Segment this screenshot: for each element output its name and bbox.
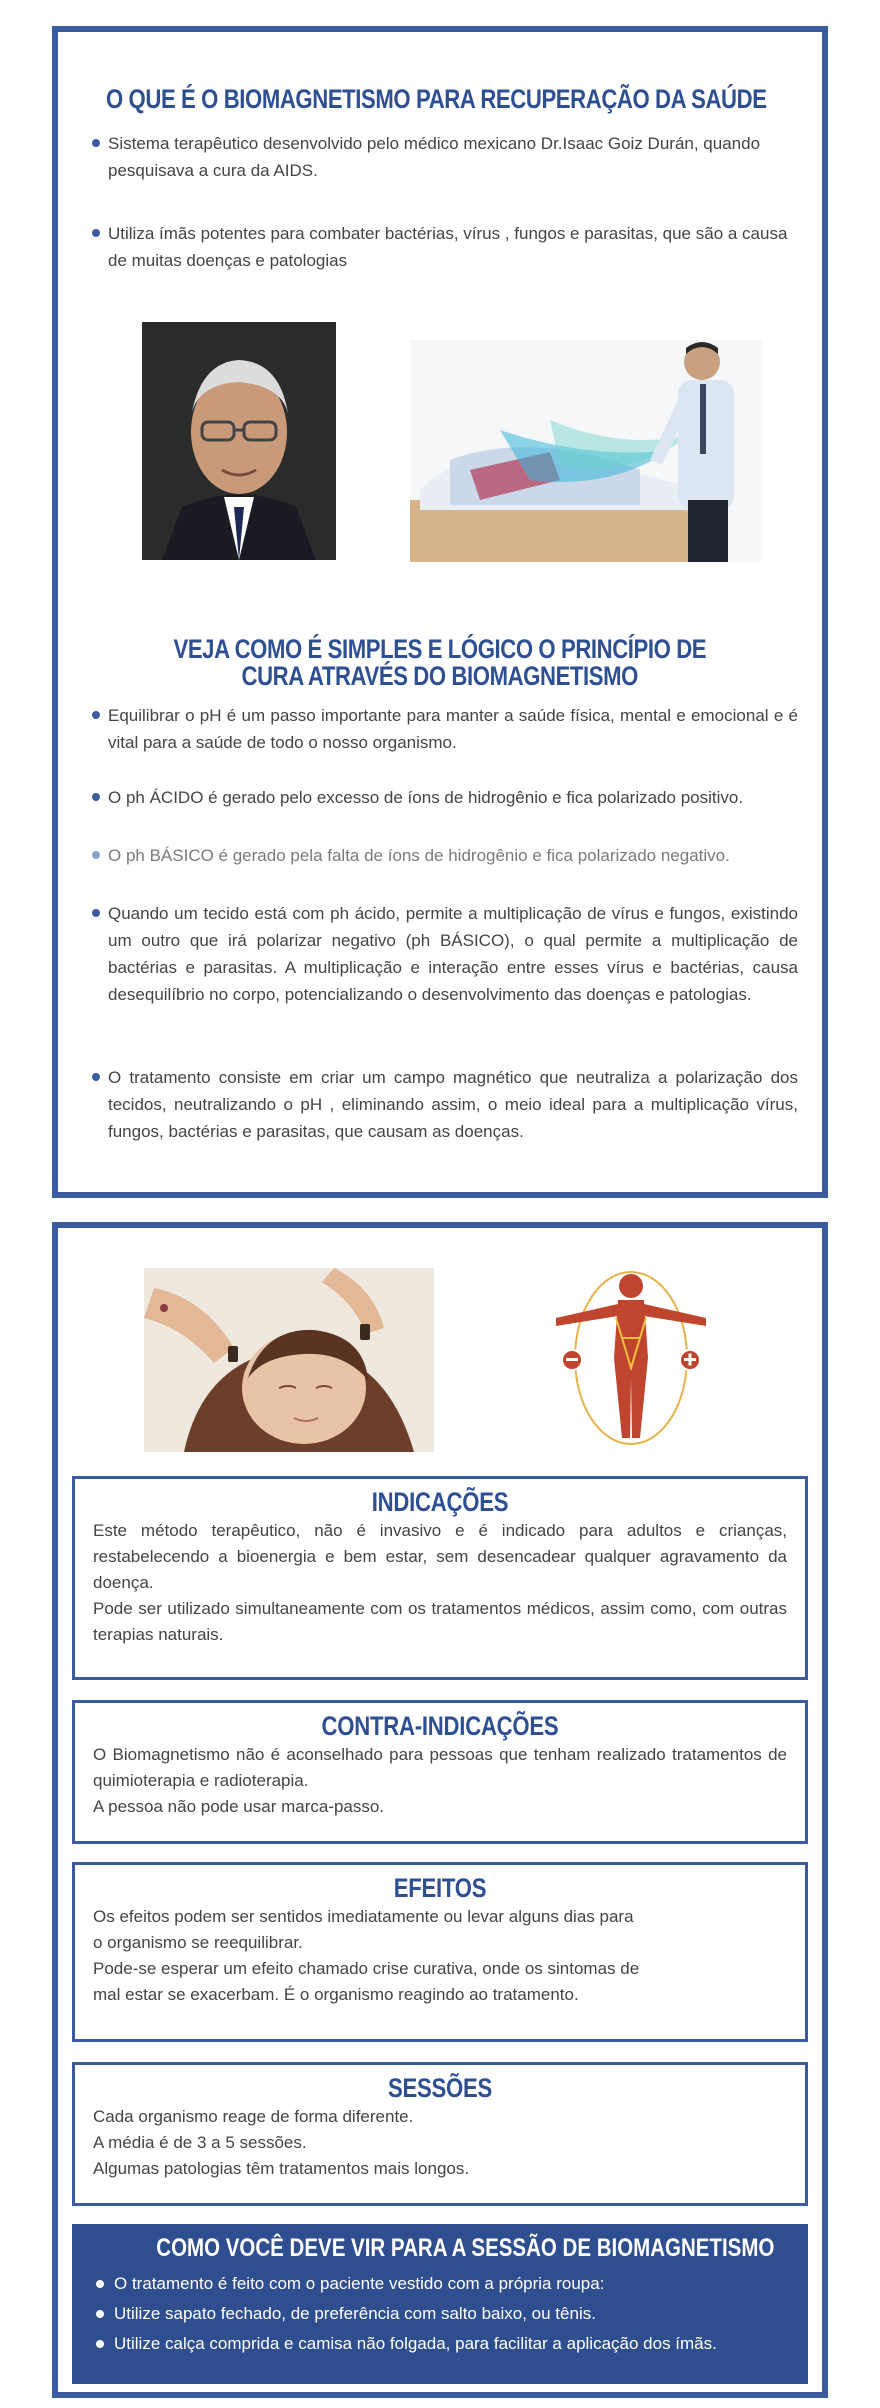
bullet-item	[108, 842, 808, 869]
heading-principle-line1: VEJA COMO É SIMPLES E LÓGICO O PRINCÍPIO DE	[173, 634, 707, 664]
bullet-text: Utiliza ímãs potentes para combater bactérias, vírus , fungos e parasitas, que são a causa de muitas doenças e patologias	[108, 224, 788, 270]
bullet-item	[108, 702, 798, 756]
bullet-text: Sistema terapêutico desenvolvido pelo médico mexicano Dr.Isaac Goiz Durán, quando pesquisava a cura da AIDS.	[108, 134, 761, 180]
effects-text: mal estar se exacerbam. É o organismo reagindo ao tratamento.	[93, 1985, 579, 2004]
how-to-come-text: O tratamento é feito com o paciente vestido com a própria roupa:	[114, 2274, 605, 2293]
minus-pole-icon	[562, 1350, 582, 1370]
bullet-dot-icon	[92, 1073, 100, 1081]
bullet-text: O ph BÁSICO é gerado pela falta de íons de hidrogênio e fica polarizado negativo.	[108, 846, 730, 865]
sessions-box	[72, 2062, 808, 2206]
bullet-dot-icon	[92, 139, 100, 147]
doctor-portrait-icon	[142, 322, 336, 560]
sessions-heading: SESSÕES	[387, 2073, 493, 2103]
bullet-dot-icon	[92, 909, 100, 917]
patient-treatment-photo	[144, 1268, 434, 1452]
sessions-text: Cada organismo reage de forma diferente.	[93, 2107, 414, 2126]
bullet-dot-icon	[92, 229, 100, 237]
bullet-text: O ph ÁCIDO é gerado pelo excesso de íons de hidrogênio e fica polarizado positivo.	[108, 788, 744, 807]
human-polarity-figure-icon	[536, 1268, 726, 1448]
bullet-dot-icon	[96, 2280, 104, 2288]
bullet-dot-icon	[92, 711, 100, 719]
panel-indications	[52, 1222, 828, 2398]
treatment-scene-icon	[410, 340, 762, 562]
bullet-dot-icon	[96, 2340, 104, 2348]
how-to-come-text: Utilize sapato fechado, de preferência com salto baixo, ou tênis.	[114, 2304, 596, 2323]
bullet-item	[108, 130, 798, 184]
effects-box	[72, 1862, 808, 2042]
indications-text: Este método terapêutico, não é invasivo e é indicado para adultos e crianças, restabelecendo a bioenergia e bem estar, sem desencadear qualquer agravamento da doença.	[93, 1521, 787, 1592]
indications-text: Pode ser utilizado simultaneamente com os tratamentos médicos, assim como, com outras terapias naturais.	[93, 1599, 787, 1644]
heading-principle-line2: CURA ATRAVÉS DO BIOMAGNETISMO	[241, 661, 639, 691]
indications-box	[72, 1476, 808, 1680]
sessions-text: A média é de 3 a 5 sessões.	[93, 2133, 307, 2152]
bullet-text: Quando um tecido está com ph ácido, permite a multiplicação de vírus e fungos, existindo um outro que irá polarizar negativo (ph BÁSICO), o qual permite a multiplicação de bactérias e parasitas. A multiplicação e interação entre esses vírus e bactérias, causa desequilíbrio no corpo, potencializando o desenvolvimento das doenças e patologias.	[108, 904, 798, 1004]
bullet-dot-icon	[92, 793, 100, 801]
doctor-portrait-photo	[142, 322, 336, 560]
patient-treatment-icon	[144, 1268, 434, 1452]
effects-text: o organismo se reequilibrar.	[93, 1933, 303, 1952]
section-title-principle	[58, 634, 822, 692]
bullet-text: O tratamento consiste em criar um campo magnético que neutraliza a polarização dos tecidos, neutralizando o pH , eliminando assim, o meio ideal para a multiplicação vírus, fungos, bactérias e parasitas, que causam as doenças.	[108, 1068, 798, 1141]
contraindications-text: O Biomagnetismo não é aconselhado para pessoas que tenham realizado tratamentos de quimioterapia e radioterapia.	[93, 1745, 787, 1790]
how-to-come-banner	[72, 2224, 808, 2384]
bullet-item	[108, 1064, 798, 1145]
how-to-come-item	[94, 2299, 786, 2329]
how-to-come-item	[94, 2329, 786, 2359]
section-title-what-is	[106, 84, 806, 115]
bullet-item	[108, 784, 808, 811]
treatment-scene-photo	[410, 340, 762, 562]
bullet-dot-icon	[92, 851, 100, 859]
sessions-text: Algumas patologias têm tratamentos mais longos.	[93, 2159, 470, 2178]
effects-text: Pode-se esperar um efeito chamado crise curativa, onde os sintomas de	[93, 1959, 640, 1978]
indications-heading: INDICAÇÕES	[371, 1487, 509, 1517]
effects-heading: EFEITOS	[393, 1873, 487, 1903]
effects-text: Os efeitos podem ser sentidos imediatamente ou levar alguns dias para	[93, 1907, 634, 1926]
bullet-item	[108, 220, 798, 274]
how-to-come-heading: COMO VOCÊ DEVE VIR PARA A SESSÃO DE BIOMAGNETISMO	[156, 2234, 775, 2262]
contraindications-text: A pessoa não pode usar marca-passo.	[93, 1797, 385, 1816]
how-to-come-item	[94, 2269, 786, 2299]
panel-what-is-biomagnetism	[52, 26, 828, 1198]
heading-what-is: O QUE É O BIOMAGNETISMO PARA RECUPERAÇÃO DA SAÚDE	[106, 84, 767, 114]
contraindications-heading: CONTRA-INDICAÇÕES	[321, 1711, 559, 1741]
bullet-item	[108, 900, 798, 1008]
plus-pole-icon	[680, 1350, 700, 1370]
bullet-text: Equilibrar o pH é um passo importante para manter a saúde física, mental e emocional e é vital para a saúde de todo o nosso organismo.	[108, 706, 798, 752]
how-to-come-text: Utilize calça comprida e camisa não folgada, para facilitar a aplicação dos ímãs.	[114, 2334, 717, 2353]
bullet-dot-icon	[96, 2310, 104, 2318]
contraindications-box	[72, 1700, 808, 1844]
polarity-figure-illustration	[536, 1268, 726, 1448]
